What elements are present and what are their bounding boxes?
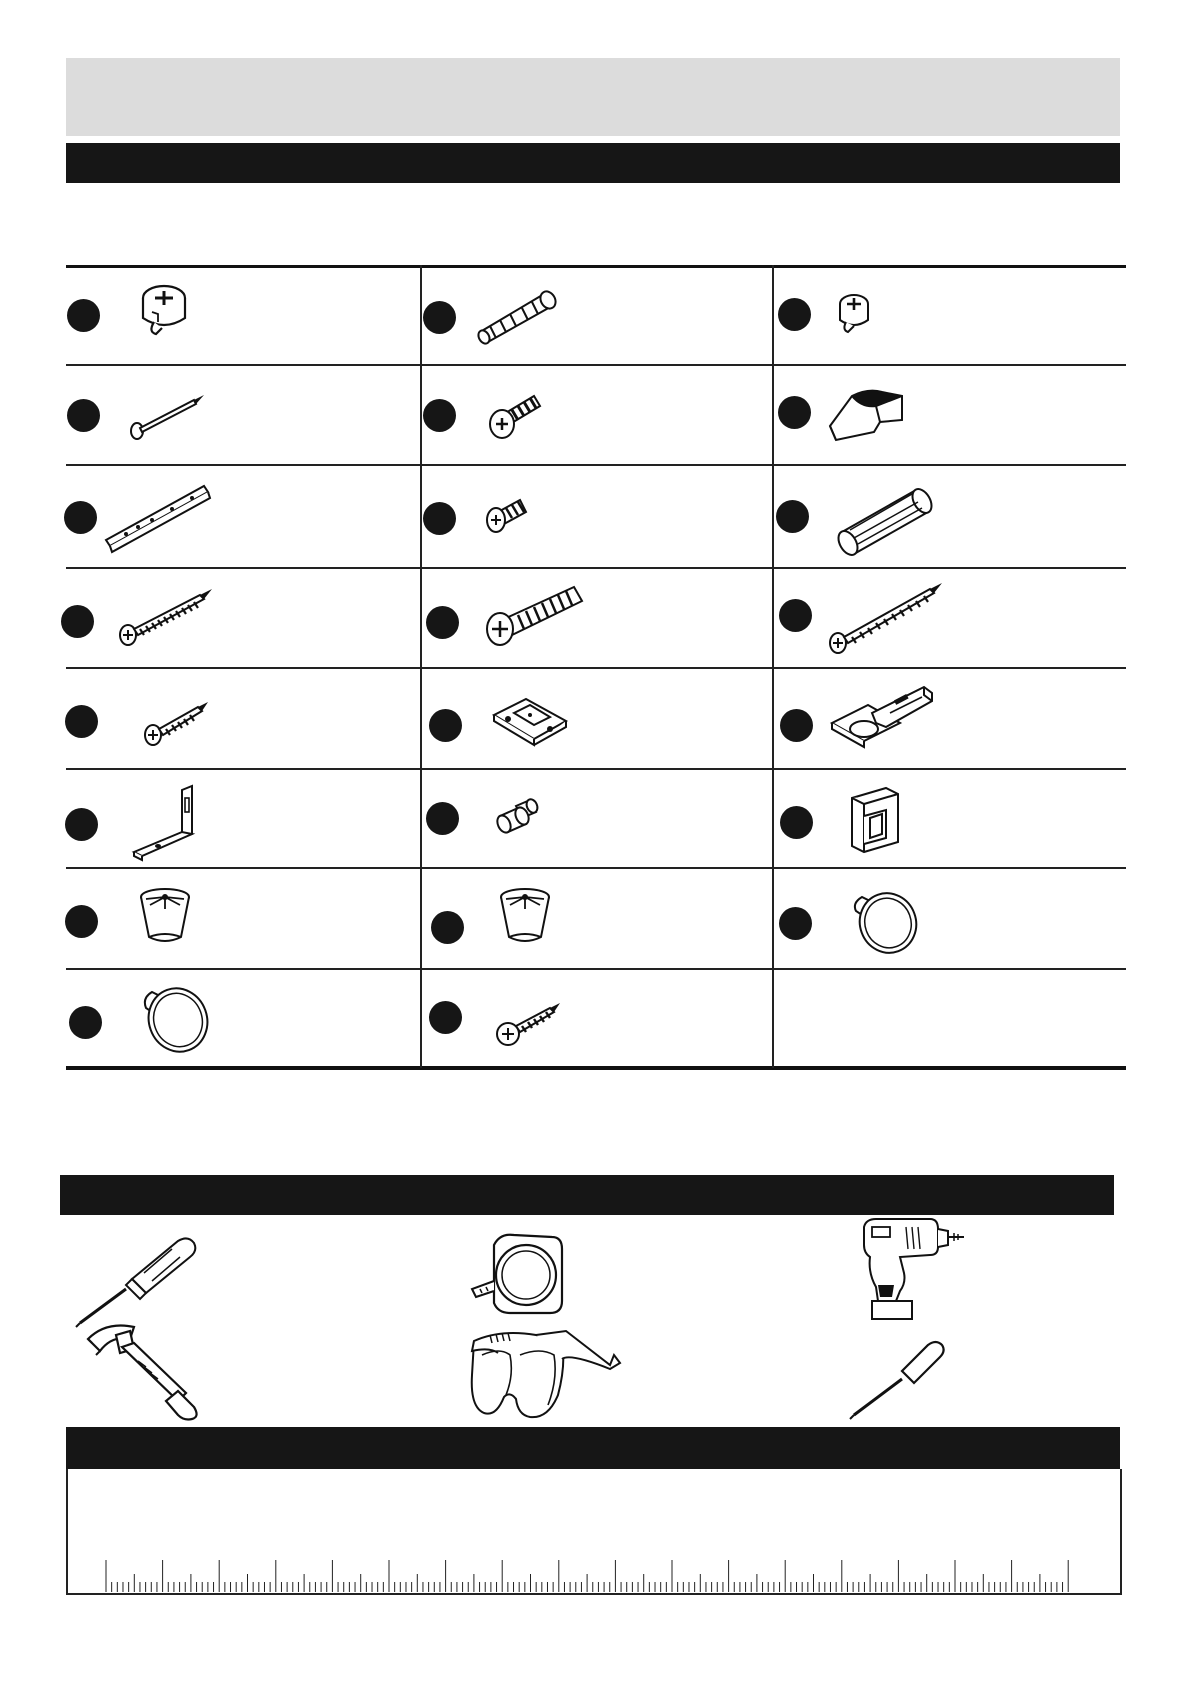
fitting-marker — [776, 500, 809, 533]
screwdriver-icon — [74, 1233, 214, 1327]
drawer-runner-icon — [102, 480, 212, 556]
l-bracket-icon — [132, 784, 212, 860]
ruler-section-bar — [66, 1427, 1120, 1469]
fitting-cell — [66, 268, 418, 367]
fitting-cell — [420, 669, 772, 768]
fitting-cell — [66, 869, 418, 968]
fitting-marker — [780, 709, 813, 742]
round-knob-icon — [140, 984, 210, 1056]
fitting-cell — [772, 669, 1124, 768]
bradawl-icon — [850, 1339, 950, 1419]
tools-section-bar — [60, 1175, 1114, 1215]
shelf-pin-icon — [494, 794, 544, 840]
fitting-marker — [67, 299, 100, 332]
fitting-marker — [61, 605, 94, 638]
machine-bolt-icon — [480, 583, 590, 653]
fitting-cell — [66, 669, 418, 768]
fitting-marker — [65, 705, 98, 738]
long-wood-screw-icon — [826, 581, 946, 657]
fitting-cell — [772, 366, 1124, 465]
fitting-marker — [780, 806, 813, 839]
fitting-cell — [772, 569, 1124, 668]
wood-screw-icon — [116, 587, 216, 651]
small-cam-lock-icon — [832, 292, 878, 338]
cam-bolt-icon — [480, 384, 550, 444]
nail-icon — [126, 392, 206, 442]
fitting-marker — [778, 396, 811, 429]
fitting-marker — [429, 709, 462, 742]
plastic-foot-icon — [138, 887, 192, 947]
tape-measure-icon — [470, 1231, 570, 1321]
fitting-marker — [69, 1006, 102, 1039]
fitting-marker — [426, 802, 459, 835]
fitting-marker — [423, 399, 456, 432]
fitting-marker — [429, 1001, 462, 1034]
fitting-cell — [66, 466, 418, 565]
round-knob-icon — [850, 889, 920, 957]
fitting-marker — [423, 502, 456, 535]
fitting-marker — [423, 301, 456, 334]
fitting-cell — [420, 466, 772, 565]
fitting-marker — [426, 606, 459, 639]
fitting-marker — [779, 907, 812, 940]
short-machine-screw-icon — [480, 490, 540, 540]
fitting-marker — [431, 911, 464, 944]
fitting-cell — [66, 569, 418, 668]
fitting-marker — [65, 808, 98, 841]
header-band — [66, 58, 1120, 136]
fitting-cell — [66, 970, 418, 1069]
plastic-foot-icon — [498, 887, 552, 947]
fitting-cell — [420, 268, 772, 367]
hinge-mounting-plate-icon — [490, 691, 570, 751]
safety-glasses-icon — [470, 1325, 620, 1425]
fitting-cell — [420, 366, 772, 465]
dowel-connector-icon — [472, 280, 572, 350]
fittings-section-bar — [66, 143, 1120, 183]
measuring-ruler — [66, 1540, 1120, 1596]
fitting-cell — [772, 268, 1124, 367]
rail-bracket-icon — [846, 786, 906, 858]
fitting-cell — [772, 770, 1124, 869]
fitting-cell — [66, 770, 418, 869]
fitting-marker — [65, 905, 98, 938]
cam-lock-icon — [134, 282, 194, 342]
fitting-cell — [66, 366, 418, 465]
pan-head-screw-icon — [494, 1000, 564, 1050]
fitting-cell — [420, 970, 772, 1069]
power-drill-icon — [858, 1217, 968, 1321]
fitting-marker — [778, 298, 811, 331]
concealed-hinge-icon — [828, 683, 938, 763]
fitting-cell-empty — [772, 970, 1124, 1069]
fitting-marker — [64, 501, 97, 534]
fitting-cell — [420, 569, 772, 668]
short-wood-screw-icon — [142, 699, 212, 749]
fitting-cell — [420, 770, 772, 869]
shelf-support-wedge-icon — [822, 382, 912, 452]
fitting-cell — [420, 869, 772, 968]
wooden-dowel-icon — [828, 482, 938, 556]
fitting-marker — [779, 599, 812, 632]
fitting-marker — [67, 399, 100, 432]
fittings-table — [66, 265, 1126, 1070]
claw-hammer-icon — [82, 1321, 222, 1421]
fitting-cell — [772, 466, 1124, 565]
tools-area — [0, 1215, 1192, 1427]
fitting-cell — [772, 869, 1124, 968]
